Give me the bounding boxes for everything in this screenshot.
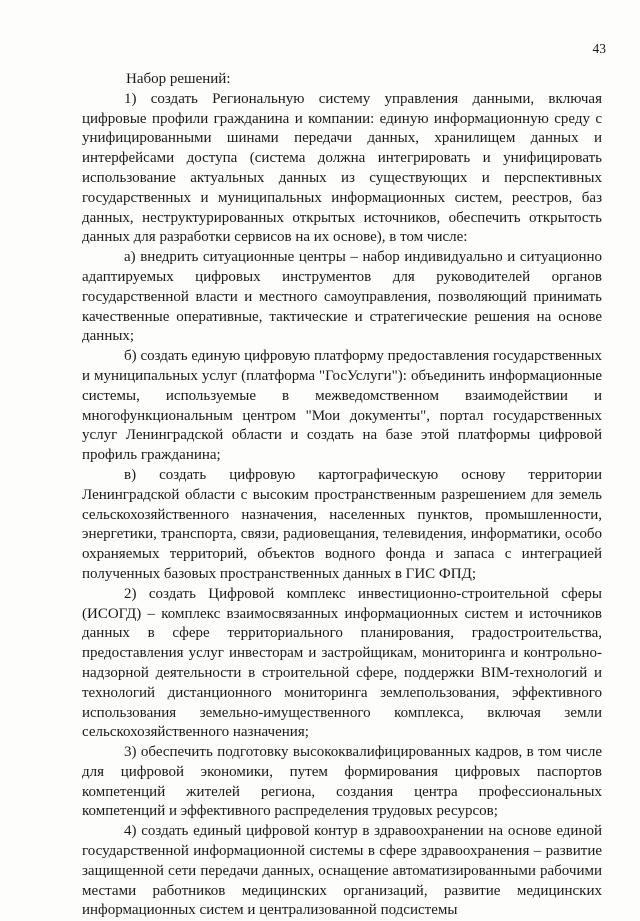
paragraph-subitem-b: б) создать единую цифровую платформу предоставления государственных и муниципальных услуг (платформа "ГосУслуги"): объединить информационные системы, используемые в межведомственном взаимодействии и многофункциональным центром "Мои документы", портал государственных услуг Ленинградской области и создать на базе этой платформы цифровой профиль гражданина; [82, 348, 602, 464]
paragraph-item-1: 1) создать Региональную систему управления данными, включая цифровые профили гражданина и компании: единую информационную среду с унифицированными шинами передачи данных, хранилищем данных и интерфейсами доступа (система должна интегрировать и унифицировать использование актуальных данных из существующих и перспективных государственных и муниципальных информационных систем, реестров, баз данных, неструктурированных открытых источников, обеспечить открытость данных для разработки сервисов на их основе), в том числе: [82, 90, 602, 246]
page-number: 43 [592, 41, 606, 56]
paragraph-subitem-a: а) внедрить ситуационные центры – набор индивидуально и ситуационно адаптируемых цифровых инструментов для руководителей органов государственной власти и местного самоуправления, позволяющий принимать качественные оперативные, тактические и стратегические решения на основе данных; [82, 249, 602, 345]
paragraph-item-2: 2) создать Цифровой комплекс инвестиционно-строительной сферы (ИСОГД) – комплекс взаимосвязанных информационных систем и источников данных в сфере территориального планирования, градостроительства, предоставления услуг инвесторам и застройщикам, мониторинга и контрольно-надзорной деятельности в строительной сфере, поддержки BIM-технологий и технологий дистанционного мониторинга землепользования, эффективного использования земельно-имущественного комплекса, включая земли сельскохозяйственного назначения; [82, 585, 602, 741]
paragraph-item-3: 3) обеспечить подготовку высококвалифицированных кадров, в том числе для цифровой экономики, путем формирования цифровых паспортов компетенций жителей региона, создания центра профессиональных компетенций и эффективного распределения трудовых ресурсов; [82, 744, 602, 820]
document-body [82, 70, 602, 921]
paragraph-item-4: 4) создать единый цифровой контур в здравоохранении на основе единой государственной информационной системы в сфере здравоохранения – развитие защищенной сети передачи данных, оснащение автоматизированными рабочими местами работников медицинских организаций, развитие медицинских информационных систем и централизованной подсистемы [82, 823, 602, 919]
section-heading: Набор решений: [126, 71, 231, 87]
paragraph-subitem-v: в) создать цифровую картографическую основу территории Ленинградской области с высоким пространственным разрешением для земель сельскохозяйственного назначения, населенных пунктов, промышленности, энергетики, транспорта, связи, радиовещания, телевидения, информатики, особо охраняемых территорий, объектов водного фонда и запаса с интеграцией полученных базовых пространственных данных в ГИС ФПД; [82, 466, 602, 582]
